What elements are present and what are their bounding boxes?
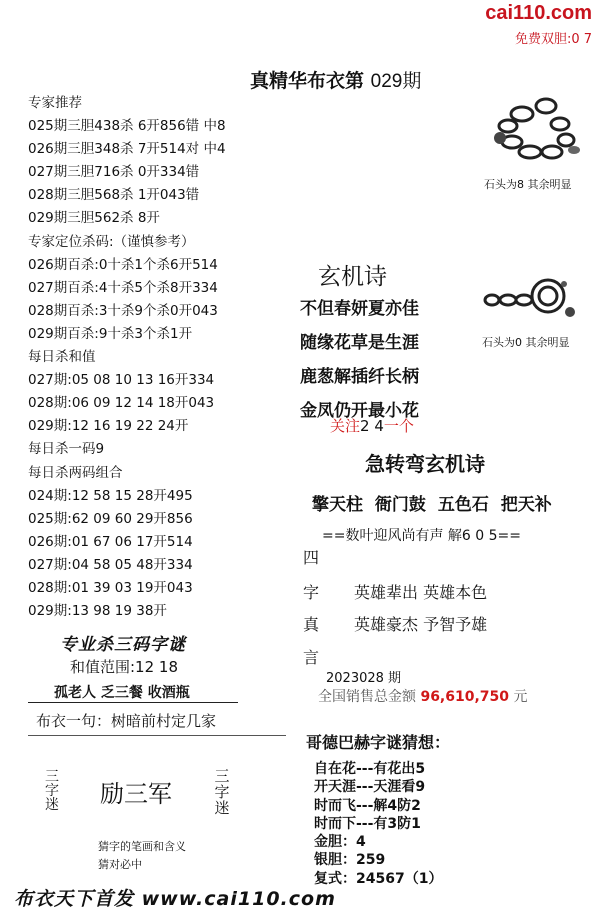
list-line: 027期:05 08 10 13 16开334 <box>28 372 215 389</box>
zimi-note: 猜字的笔画和含义 <box>98 840 186 853</box>
list-line: 028期:01 39 03 19开043 <box>28 579 193 596</box>
guess-line: 时而飞---解4防2 <box>314 797 421 814</box>
list-line: 每日杀和值 <box>28 349 96 366</box>
vertical-label-left: 三字迷 <box>45 769 59 813</box>
sizi-char: 言 <box>303 648 320 667</box>
follow-nums: 2 4 <box>360 417 384 435</box>
title-suffix: 期 <box>402 71 422 92</box>
sizi-char: 字 <box>303 583 320 602</box>
list-line: 024期:12 58 15 28开495 <box>28 487 193 504</box>
expert-list <box>28 92 226 623</box>
free-double-dan: 免费双胆:0 7 <box>514 32 592 47</box>
divider <box>28 735 286 736</box>
list-line: 027期三胆716杀 0开334错 <box>28 164 200 181</box>
zimi-note: 猜对必中 <box>98 858 142 871</box>
buyi-line: 布衣一句：树暗前村定几家 <box>36 712 217 730</box>
gode-guesses <box>314 760 442 888</box>
jizhuan-title: 急转弯玄机诗 <box>365 452 485 476</box>
divider <box>28 702 238 703</box>
zimi-clue: 孤老人 乏三餐 收酒瓶 <box>54 685 190 701</box>
sales-label: 全国销售总金额 <box>318 689 416 705</box>
guess-line: 金胆：4 <box>314 834 366 851</box>
title-issue: 029 <box>370 71 403 92</box>
list-line: 026期三胆348杀 7开514对 中4 <box>28 141 226 158</box>
sales-total <box>318 686 527 706</box>
footer-banner: 布衣天下首发 www.cai110.com <box>14 888 336 910</box>
guess-line: 自在花---有花出5 <box>314 761 426 777</box>
list-line: 每日杀两码组合 <box>28 464 123 481</box>
xuanji-poem <box>300 292 419 428</box>
poem-line: 鹿葱解插纤长柄 <box>300 367 419 387</box>
page-title <box>250 66 421 93</box>
list-line: 025期三胆438杀 6开856错 中8 <box>28 118 226 135</box>
list-line: 029期:12 16 19 22 24开 <box>28 418 189 435</box>
follow-line <box>330 415 414 436</box>
stone-caption: 石头为0 其余明显 <box>482 336 570 349</box>
xuanji-title: 玄机诗 <box>318 264 387 290</box>
list-line: 每日杀一码9 <box>28 441 105 458</box>
jizhuan-answer: ==数叶迎风尚有声 解6 0 5== <box>322 528 521 544</box>
list-line: 专家推荐 <box>28 95 82 111</box>
stone-chain-image-1 <box>478 90 598 170</box>
poem-line: 不但春妍夏亦佳 <box>300 299 419 319</box>
guess-line: 时而下---有3防1 <box>314 815 421 832</box>
list-line: 029期百杀:9十杀3个杀1开 <box>28 325 193 342</box>
sizi-char: 真 <box>303 615 320 634</box>
list-line: 026期:01 67 06 17开514 <box>28 533 193 550</box>
guess-line: 复式：24567（1） <box>314 870 443 887</box>
list-line: 025期:62 09 60 29开856 <box>28 510 193 527</box>
list-line: 027期:04 58 05 48开334 <box>28 556 193 573</box>
list-line: 028期三胆568杀 1开043错 <box>28 187 200 204</box>
vertical-label-right: 三字迷 <box>214 767 230 817</box>
sales-unit: 元 <box>513 689 528 705</box>
site-logo-text: cai110.com <box>485 2 592 24</box>
stone-caption: 石头为8 其余明显 <box>484 178 572 191</box>
list-line: 029期:13 98 19 38开 <box>28 603 167 620</box>
title-prefix: 真精华布衣第 <box>250 70 365 92</box>
list-line: 027期百杀:4十杀5个杀8开334 <box>28 279 218 296</box>
list-line: 029期三胆562杀 8开 <box>28 210 160 227</box>
follow-suffix: 一个 <box>383 417 414 435</box>
poem-line: 随缘花草是生涯 <box>300 333 419 353</box>
guess-line: 银胆：259 <box>314 852 386 869</box>
gode-title: 哥德巴赫字谜猜想： <box>306 733 451 752</box>
hezhi-range: 和值范围:12 18 <box>70 658 178 676</box>
follow-prefix: 关注 <box>330 417 361 435</box>
list-line: 028期:06 09 12 14 18开043 <box>28 395 215 412</box>
sizi-row: 英雄辈出 英雄本色 <box>354 583 488 602</box>
list-line: 028期百杀:3十杀9个杀0开043 <box>28 302 218 319</box>
sales-amount: 96,610,750 <box>420 689 510 705</box>
sales-issue: 2023028 期 <box>326 671 402 686</box>
sizi-row: 英雄豪杰 予智予雄 <box>354 615 488 634</box>
stone-chain-image-2 <box>478 262 598 332</box>
zimi-answer: 励三军 <box>100 780 172 808</box>
poem-line: 金凤仍开最小花 <box>300 401 419 421</box>
list-line: 专家定位杀码:（谨慎参考） <box>28 233 195 250</box>
guess-line: 开天涯---天涯看9 <box>314 779 426 796</box>
zimi-title: 专业杀三码字谜 <box>60 635 186 655</box>
list-line: 026期百杀:0十杀1个杀6开514 <box>28 256 218 273</box>
sizi-char: 四 <box>303 548 320 567</box>
jizhuan-line: 擎天柱 衙门鼓 五色石 把天补 <box>312 495 552 515</box>
